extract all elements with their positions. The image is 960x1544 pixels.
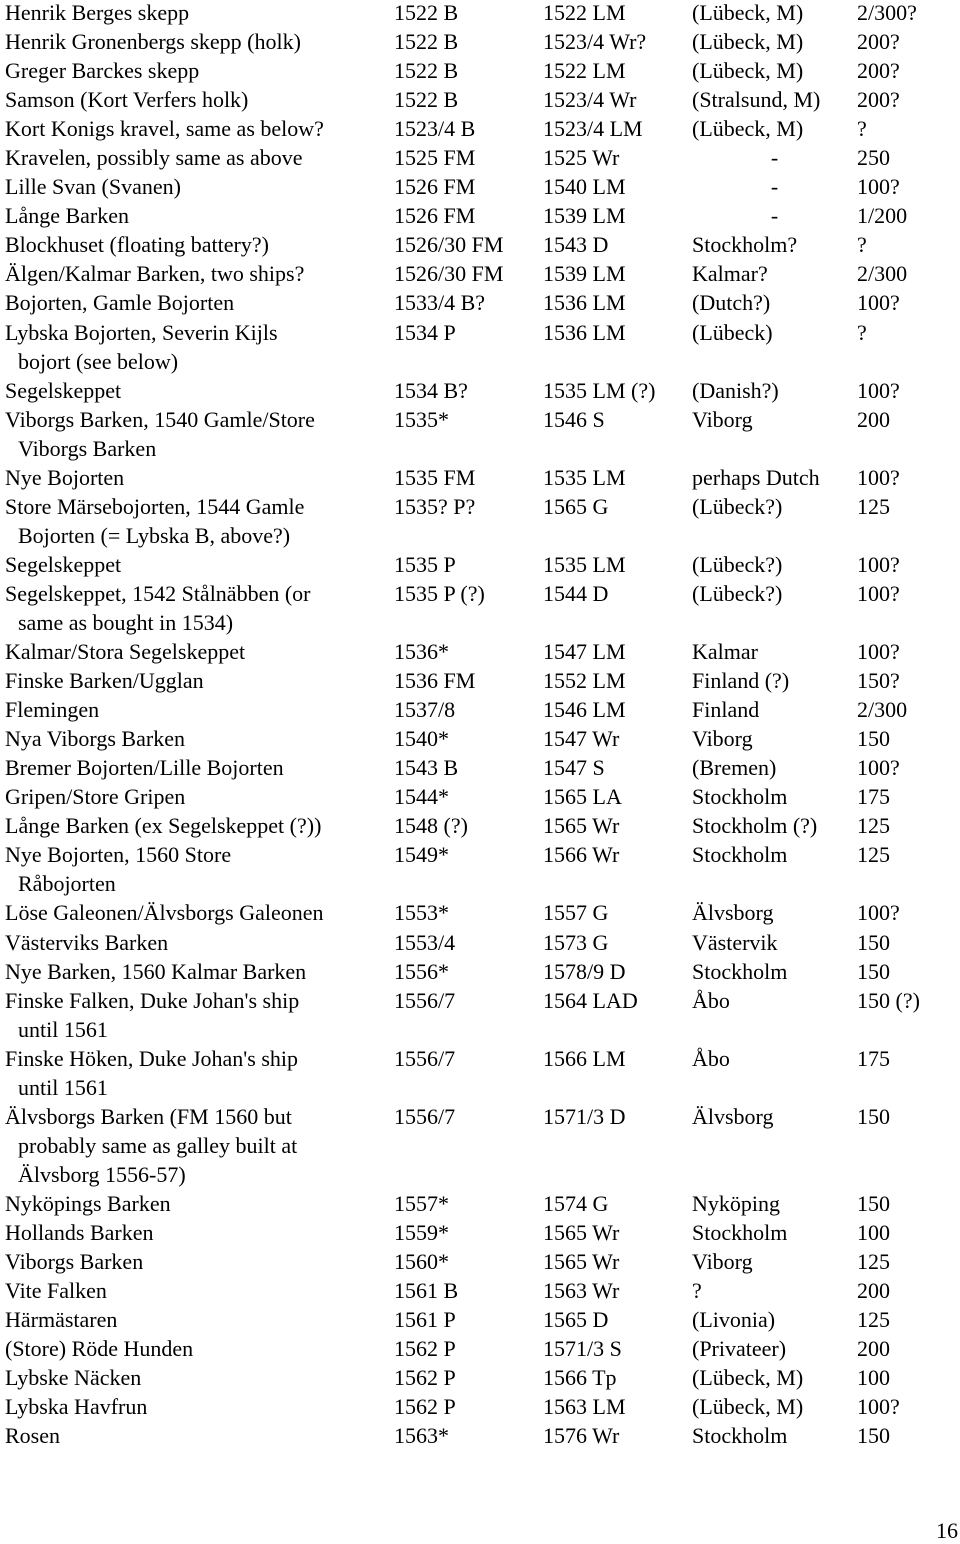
- ship-name-cell: [5, 288, 394, 317]
- ship-name-cell: [5, 85, 394, 114]
- ship-name-cell: [5, 695, 394, 724]
- ship-list-body: [5, 0, 960, 1450]
- ship-name: Lille Svan (Svanen): [5, 174, 181, 200]
- size-cell: 100?: [857, 377, 900, 403]
- ship-name-cell: [5, 957, 394, 986]
- origin-cell: -: [770, 145, 779, 171]
- acquired-cell: 1556/7: [394, 987, 456, 1013]
- table-row: [5, 928, 960, 957]
- size-cell: 250: [857, 145, 890, 171]
- size-cell: 150: [857, 1423, 890, 1449]
- page-number: 16: [936, 1518, 958, 1543]
- ship-name-cell: [5, 579, 394, 637]
- acquired-cell: 1522 B: [394, 87, 459, 113]
- acquired-cell: 1522 B: [394, 29, 459, 55]
- acquired-cell: 1562 P: [394, 1394, 456, 1420]
- table-row: [5, 811, 960, 840]
- table-row: [5, 172, 960, 201]
- size-cell: 200?: [857, 87, 900, 113]
- ship-name: Henrik Berges skepp: [5, 0, 190, 25]
- size-cell: ?: [857, 232, 867, 258]
- size-cell: 200: [857, 406, 890, 432]
- origin-cell: Kalmar?: [692, 261, 768, 287]
- origin-cell: Viborg: [692, 1249, 753, 1275]
- table-row: [5, 898, 960, 927]
- acquired-cell: 1563*: [394, 1423, 449, 1449]
- origin-cell: Åbo: [692, 1045, 730, 1071]
- ship-name-cell: [5, 1189, 394, 1218]
- fate-cell: 1546 S: [543, 406, 605, 432]
- fate-cell: 1536 LM: [543, 319, 626, 345]
- table-row: [5, 0, 960, 27]
- table-row: [5, 1218, 960, 1247]
- size-cell: 1/200: [857, 203, 908, 229]
- table-row: [5, 957, 960, 986]
- fate-cell: 1539 LM: [543, 203, 626, 229]
- origin-cell: (Privateer): [692, 1336, 787, 1362]
- table-row: [5, 376, 960, 405]
- acquired-cell: 1561 P: [394, 1307, 456, 1333]
- fate-cell: 1571/3 S: [543, 1336, 622, 1362]
- ship-name-cell: [5, 1421, 394, 1450]
- ship-name: Nya Viborgs Barken: [5, 726, 185, 752]
- ship-name-cell: [5, 666, 394, 695]
- fate-cell: 1571/3 D: [543, 1103, 626, 1129]
- acquired-cell: 1535*: [394, 406, 449, 432]
- origin-cell: Stockholm?: [692, 232, 798, 258]
- ship-name-cell: [5, 550, 394, 579]
- fate-cell: 1563 Wr: [543, 1278, 620, 1304]
- table-row: [5, 201, 960, 230]
- ship-name: Finske Falken, Duke Johan's ship: [5, 987, 300, 1013]
- ship-name-cell: [5, 1102, 394, 1189]
- ship-name: Lybske Näcken: [5, 1365, 142, 1391]
- ship-name-cell: [5, 1392, 394, 1421]
- size-cell: 125: [857, 1249, 890, 1275]
- ship-name: Samson (Kort Verfers holk): [5, 87, 249, 113]
- origin-cell: (Lübeck, M): [692, 29, 804, 55]
- fate-cell: 1566 Wr: [543, 842, 620, 868]
- ship-name: Långe Barken: [5, 203, 129, 229]
- size-cell: 100?: [857, 290, 900, 316]
- fate-cell: 1522 LM: [543, 0, 626, 25]
- acquired-cell: 1556/7: [394, 1103, 456, 1129]
- size-cell: 100?: [857, 1394, 900, 1420]
- origin-cell: Västervik: [692, 929, 778, 955]
- acquired-cell: 1556/7: [394, 1045, 456, 1071]
- origin-cell: -: [770, 203, 779, 229]
- size-cell: 100?: [857, 551, 900, 577]
- table-row: [5, 550, 960, 579]
- table-row: [5, 724, 960, 753]
- table-row: [5, 318, 960, 376]
- acquired-cell: 1537/8: [394, 697, 456, 723]
- table-row: [5, 753, 960, 782]
- table-row: [5, 1334, 960, 1363]
- origin-cell: Stockholm: [692, 1219, 788, 1245]
- acquired-cell: 1535 FM: [394, 464, 476, 490]
- table-row: [5, 259, 960, 288]
- ship-name-continuation: Bojorten (= Lybska B, above?): [18, 522, 291, 548]
- acquired-cell: 1526 FM: [394, 203, 476, 229]
- ship-name-cell: [5, 492, 394, 550]
- size-cell: 2/300: [857, 261, 908, 287]
- size-cell: 200?: [857, 58, 900, 84]
- table-row: [5, 782, 960, 811]
- ship-name-cell: [5, 1305, 394, 1334]
- origin-cell: (Livonia): [692, 1307, 776, 1333]
- origin-cell: Åbo: [692, 987, 730, 1013]
- acquired-cell: 1535 P (?): [394, 580, 485, 606]
- ship-name-cell: [5, 1247, 394, 1276]
- fate-cell: 1546 LM: [543, 697, 626, 723]
- table-row: [5, 1247, 960, 1276]
- size-cell: 175: [857, 784, 890, 810]
- acquired-cell: 1549*: [394, 842, 449, 868]
- size-cell: 2/300: [857, 697, 908, 723]
- table-row: [5, 1421, 960, 1450]
- table-row: [5, 27, 960, 56]
- fate-cell: 1525 Wr: [543, 145, 620, 171]
- ship-name: Segelskeppet: [5, 377, 122, 403]
- ship-name-cell: [5, 1044, 394, 1102]
- fate-cell: 1565 LA: [543, 784, 622, 810]
- size-cell: ?: [857, 116, 867, 142]
- origin-cell: Älvsborg: [692, 1103, 774, 1129]
- fate-cell: 1576 Wr: [543, 1423, 620, 1449]
- size-cell: 150: [857, 958, 890, 984]
- acquired-cell: 1562 P: [394, 1365, 456, 1391]
- ship-name: Älgen/Kalmar Barken, two ships?: [5, 261, 305, 287]
- ship-name: Nye Bojorten: [5, 464, 125, 490]
- size-cell: 150 (?): [857, 987, 920, 1013]
- size-cell: 150: [857, 1190, 890, 1216]
- table-row: [5, 1044, 960, 1102]
- origin-cell: ?: [692, 1278, 702, 1304]
- fate-cell: 1565 D: [543, 1307, 609, 1333]
- ship-name-continuation: same as bought in 1534): [18, 609, 234, 635]
- fate-cell: 1547 LM: [543, 639, 626, 665]
- table-row: [5, 579, 960, 637]
- acquired-cell: 1526/30 FM: [394, 261, 504, 287]
- ship-name: Långe Barken (ex Segelskeppet (?)): [5, 813, 322, 839]
- origin-cell: Viborg: [692, 406, 753, 432]
- size-cell: 100: [857, 1365, 890, 1391]
- fate-cell: 1547 S: [543, 755, 605, 781]
- origin-cell: Stockholm: [692, 842, 788, 868]
- origin-cell: (Lübeck, M): [692, 1394, 804, 1420]
- fate-cell: 1552 LM: [543, 668, 626, 694]
- ship-name-continuation: Viborgs Barken: [18, 435, 157, 461]
- origin-cell: (Danish?): [692, 377, 779, 403]
- ship-name: Rosen: [5, 1423, 60, 1449]
- size-cell: 150: [857, 929, 890, 955]
- fate-cell: 1536 LM: [543, 290, 626, 316]
- size-cell: 150: [857, 1103, 890, 1129]
- table-row: [5, 1392, 960, 1421]
- acquired-cell: 1560*: [394, 1249, 449, 1275]
- ship-name-cell: [5, 405, 394, 463]
- size-cell: 100?: [857, 639, 900, 665]
- fate-cell: 1566 LM: [543, 1045, 626, 1071]
- origin-cell: (Lübeck, M): [692, 1365, 804, 1391]
- table-row: [5, 1102, 960, 1189]
- ship-name: Segelskeppet: [5, 551, 122, 577]
- size-cell: 150: [857, 726, 890, 752]
- acquired-cell: 1535 P: [394, 551, 456, 577]
- ship-name: Nye Barken, 1560 Kalmar Barken: [5, 958, 307, 984]
- size-cell: 125: [857, 1307, 890, 1333]
- ship-name-continuation: until 1561: [18, 1016, 108, 1042]
- fate-cell: 1565 Wr: [543, 1249, 620, 1275]
- size-cell: 125: [857, 813, 890, 839]
- ship-name: Store Märsebojorten, 1544 Gamle: [5, 493, 305, 519]
- ship-name: Kalmar/Stora Segelskeppet: [5, 639, 246, 665]
- size-cell: 100: [857, 1219, 890, 1245]
- table-row: [5, 840, 960, 898]
- ship-name: Lybska Bojorten, Severin Kijls: [5, 319, 278, 345]
- ship-name-cell: [5, 782, 394, 811]
- acquired-cell: 1534 P: [394, 319, 456, 345]
- origin-cell: perhaps Dutch: [692, 464, 820, 490]
- origin-cell: (Stralsund, M): [692, 87, 821, 113]
- acquired-cell: 1525 FM: [394, 145, 476, 171]
- ship-name-continuation: probably same as galley built at: [18, 1132, 298, 1158]
- fate-cell: 1566 Tp: [543, 1365, 617, 1391]
- ship-name-cell: [5, 724, 394, 753]
- fate-cell: 1539 LM: [543, 261, 626, 287]
- ship-name-cell: [5, 928, 394, 957]
- origin-cell: (Lübeck, M): [692, 58, 804, 84]
- origin-cell: Nyköping: [692, 1190, 780, 1216]
- ship-name-cell: [5, 1218, 394, 1247]
- origin-cell: Stockholm: [692, 958, 788, 984]
- size-cell: 175: [857, 1045, 890, 1071]
- size-cell: 100?: [857, 755, 900, 781]
- ship-name-continuation: Råbojorten: [18, 871, 116, 897]
- table-row: [5, 288, 960, 317]
- origin-cell: (Lübeck?): [692, 493, 783, 519]
- ship-name: Kort Konigs kravel, same as below?: [5, 116, 324, 142]
- fate-cell: 1557 G: [543, 900, 609, 926]
- ship-list-table: [5, 0, 960, 1450]
- table-row: [5, 405, 960, 463]
- table-row: [5, 695, 960, 724]
- fate-cell: 1565 Wr: [543, 1219, 620, 1245]
- size-cell: 100?: [857, 174, 900, 200]
- acquired-cell: 1526/30 FM: [394, 232, 504, 258]
- ship-name: (Store) Röde Hunden: [5, 1336, 194, 1362]
- ship-name: Härmästaren: [5, 1307, 118, 1333]
- acquired-cell: 1562 P: [394, 1336, 456, 1362]
- fate-cell: 1535 LM (?): [543, 377, 656, 403]
- ship-name: Finske Höken, Duke Johan's ship: [5, 1045, 299, 1071]
- origin-cell: Stockholm: [692, 1423, 788, 1449]
- ship-name-continuation: bojort (see below): [18, 348, 179, 374]
- acquired-cell: 1556*: [394, 958, 449, 984]
- origin-cell: Stockholm (?): [692, 813, 818, 839]
- fate-cell: 1564 LAD: [543, 987, 638, 1013]
- origin-cell: (Lübeck?): [692, 551, 783, 577]
- size-cell: 150?: [857, 668, 900, 694]
- ship-name: Nyköpings Barken: [5, 1190, 171, 1216]
- ship-name-cell: [5, 898, 394, 927]
- fate-cell: 1573 G: [543, 929, 609, 955]
- acquired-cell: 1543 B: [394, 755, 459, 781]
- table-row: [5, 986, 960, 1044]
- size-cell: 100?: [857, 464, 900, 490]
- table-row: [5, 463, 960, 492]
- size-cell: 100?: [857, 580, 900, 606]
- fate-cell: 1547 Wr: [543, 726, 620, 752]
- table-row: [5, 492, 960, 550]
- ship-name: Bojorten, Gamle Bojorten: [5, 290, 235, 316]
- fate-cell: 1565 G: [543, 493, 609, 519]
- acquired-cell: 1540*: [394, 726, 449, 752]
- ship-name-cell: [5, 1334, 394, 1363]
- fate-cell: 1578/9 D: [543, 958, 626, 984]
- ship-name-cell: [5, 230, 394, 259]
- acquired-cell: 1553*: [394, 900, 449, 926]
- ship-name-cell: [5, 27, 394, 56]
- table-row: [5, 230, 960, 259]
- table-row: [5, 1305, 960, 1334]
- ship-name-cell: [5, 56, 394, 85]
- origin-cell: Finland: [692, 697, 760, 723]
- fate-cell: 1535 LM: [543, 551, 626, 577]
- acquired-cell: 1522 B: [394, 58, 459, 84]
- ship-name: Flemingen: [5, 697, 100, 723]
- ship-name: Henrik Gronenbergs skepp (holk): [5, 29, 301, 55]
- origin-cell: -: [770, 174, 779, 200]
- ship-name: Kravelen, possibly same as above: [5, 145, 303, 171]
- ship-name-cell: [5, 143, 394, 172]
- ship-name-cell: [5, 840, 394, 898]
- ship-name-cell: [5, 463, 394, 492]
- acquired-cell: 1544*: [394, 784, 449, 810]
- table-row: [5, 143, 960, 172]
- size-cell: 125: [857, 842, 890, 868]
- origin-cell: (Lübeck, M): [692, 116, 804, 142]
- size-cell: 2/300?: [857, 0, 917, 25]
- ship-name-cell: [5, 259, 394, 288]
- acquired-cell: 1553/4: [394, 929, 456, 955]
- size-cell: 200: [857, 1278, 890, 1304]
- acquired-cell: 1536 FM: [394, 668, 476, 694]
- table-row: [5, 1189, 960, 1218]
- ship-name-cell: [5, 318, 394, 376]
- ship-name: Älvsborgs Barken (FM 1560 but: [5, 1103, 292, 1129]
- ship-name: Hollands Barken: [5, 1219, 154, 1245]
- fate-cell: 1544 D: [543, 580, 609, 606]
- fate-cell: 1540 LM: [543, 174, 626, 200]
- fate-cell: 1523/4 Wr?: [543, 29, 647, 55]
- ship-name-cell: [5, 1276, 394, 1305]
- ship-name-continuation: Älvsborg 1556-57): [18, 1161, 186, 1187]
- origin-cell: Älvsborg: [692, 900, 774, 926]
- origin-cell: (Bremen): [692, 755, 777, 781]
- ship-name-cell: [5, 114, 394, 143]
- ship-name-cell: [5, 1363, 394, 1392]
- ship-name: Löse Galeonen/Älvsborgs Galeonen: [5, 900, 324, 926]
- acquired-cell: 1526 FM: [394, 174, 476, 200]
- acquired-cell: 1559*: [394, 1219, 449, 1245]
- ship-name: Vite Falken: [5, 1278, 107, 1304]
- origin-cell: (Dutch?): [692, 290, 771, 316]
- ship-name-continuation: until 1561: [18, 1074, 108, 1100]
- acquired-cell: 1535? P?: [394, 493, 476, 519]
- ship-name-cell: [5, 811, 394, 840]
- ship-name-cell: [5, 172, 394, 201]
- acquired-cell: 1523/4 B: [394, 116, 476, 142]
- table-row: [5, 1276, 960, 1305]
- ship-name-cell: [5, 201, 394, 230]
- acquired-cell: 1536*: [394, 639, 449, 665]
- acquired-cell: 1561 B: [394, 1278, 459, 1304]
- table-row: [5, 666, 960, 695]
- ship-name: Nye Bojorten, 1560 Store: [5, 842, 232, 868]
- table-row: [5, 85, 960, 114]
- origin-cell: (Lübeck?): [692, 580, 783, 606]
- origin-cell: Kalmar: [692, 639, 758, 665]
- ship-name: Segelskeppet, 1542 Stålnäbben (or: [5, 580, 311, 606]
- fate-cell: 1543 D: [543, 232, 609, 258]
- fate-cell: 1523/4 Wr: [543, 87, 637, 113]
- ship-name-cell: [5, 376, 394, 405]
- fate-cell: 1522 LM: [543, 58, 626, 84]
- fate-cell: 1523/4 LM: [543, 116, 643, 142]
- fate-cell: 1535 LM: [543, 464, 626, 490]
- origin-cell: Stockholm: [692, 784, 788, 810]
- ship-name: Blockhuset (floating battery?): [5, 232, 269, 258]
- ship-name: Finske Barken/Ugglan: [5, 668, 204, 694]
- size-cell: 200: [857, 1336, 890, 1362]
- ship-name-cell: [5, 986, 394, 1044]
- table-row: [5, 1363, 960, 1392]
- fate-cell: 1565 Wr: [543, 813, 620, 839]
- ship-name: Gripen/Store Gripen: [5, 784, 186, 810]
- table-row: [5, 56, 960, 85]
- acquired-cell: 1534 B?: [394, 377, 468, 403]
- origin-cell: Viborg: [692, 726, 753, 752]
- size-cell: 125: [857, 493, 890, 519]
- ship-name: Viborgs Barken: [5, 1249, 144, 1275]
- ship-name: Västerviks Barken: [5, 929, 169, 955]
- origin-cell: Finland (?): [692, 668, 790, 694]
- acquired-cell: 1548 (?): [394, 813, 468, 839]
- size-cell: ?: [857, 319, 867, 345]
- ship-name: Bremer Bojorten/Lille Bojorten: [5, 755, 284, 781]
- origin-cell: (Lübeck, M): [692, 0, 804, 25]
- size-cell: 100?: [857, 900, 900, 926]
- ship-name-cell: [5, 0, 394, 27]
- ship-name: Lybska Havfrun: [5, 1394, 148, 1420]
- acquired-cell: 1522 B: [394, 0, 459, 25]
- table-row: [5, 114, 960, 143]
- table-row: [5, 637, 960, 666]
- fate-cell: 1574 G: [543, 1190, 609, 1216]
- ship-name: Viborgs Barken, 1540 Gamle/Store: [5, 406, 315, 432]
- acquired-cell: 1533/4 B?: [394, 290, 486, 316]
- acquired-cell: 1557*: [394, 1190, 449, 1216]
- fate-cell: 1563 LM: [543, 1394, 626, 1420]
- ship-name-cell: [5, 753, 394, 782]
- ship-name: Greger Barckes skepp: [5, 58, 200, 84]
- size-cell: 200?: [857, 29, 900, 55]
- origin-cell: (Lübeck): [692, 319, 773, 345]
- ship-name-cell: [5, 637, 394, 666]
